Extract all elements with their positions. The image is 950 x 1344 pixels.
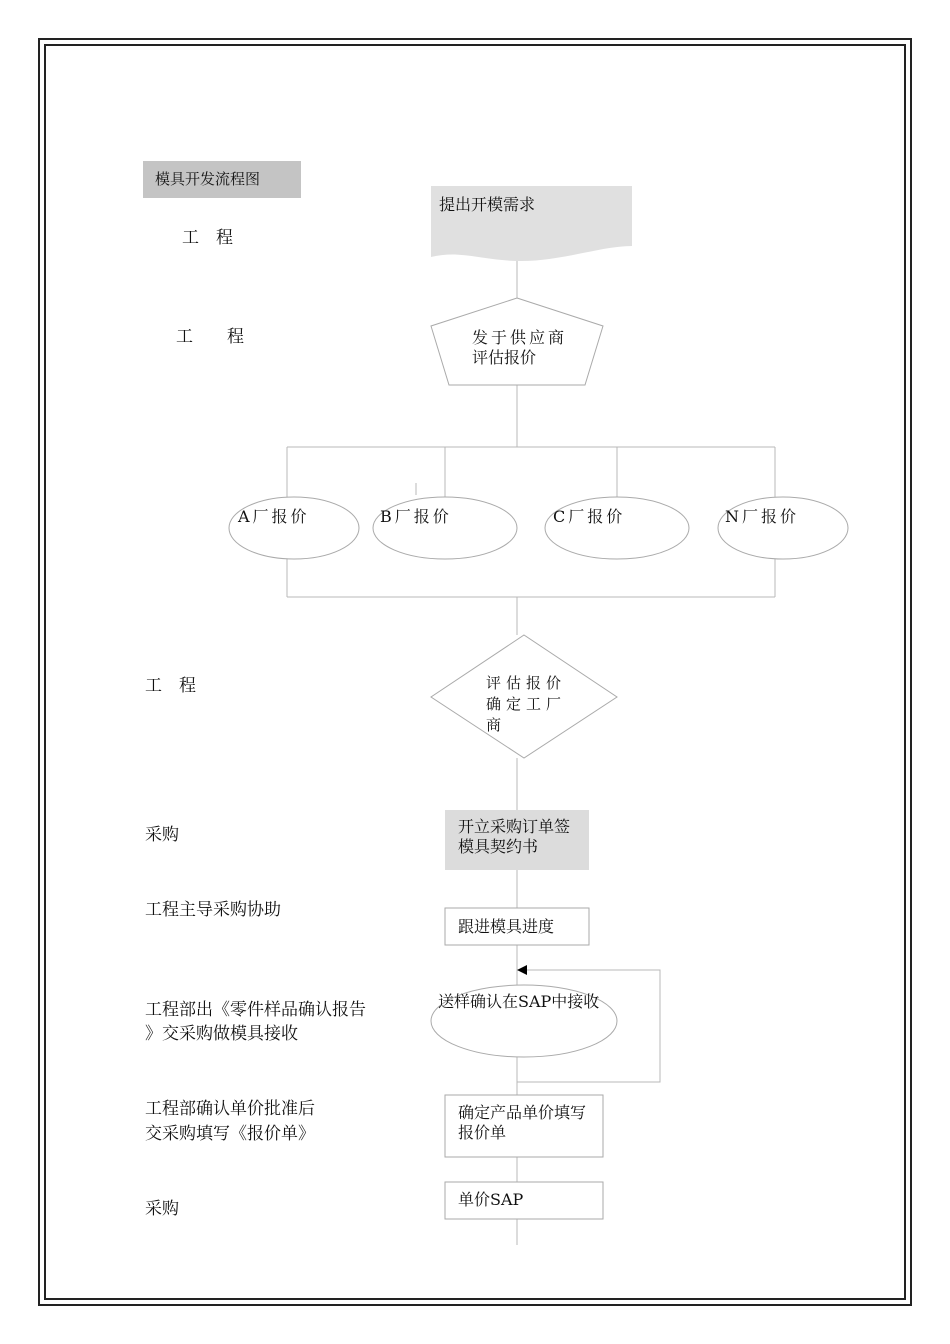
decision-label: 评估报价确定工厂商 <box>486 674 567 734</box>
role-label-sample-report-2: 》交采购做模具接收 <box>145 1024 298 1044</box>
diagram-title: 模具开发流程图 <box>143 161 301 198</box>
node-send-supplier-line1: 发于供应商 <box>472 328 568 347</box>
role-label-engineering-3: 工 程 <box>145 676 196 696</box>
quote-b-label: B厂报价 <box>380 507 452 526</box>
node-followup-label: 跟进模具进度 <box>458 917 555 936</box>
node-sap-label: 单价SAP <box>458 1190 524 1209</box>
node-sample-label: 送样确认在SAP中接收 <box>438 992 600 1011</box>
quote-c-label: C厂报价 <box>553 507 626 526</box>
role-label-engineering-2: 工 程 <box>176 327 244 347</box>
node-price-line1: 确定产品单价填写 <box>458 1103 587 1122</box>
role-label-purchasing-1: 采购 <box>145 825 179 845</box>
feedback-arrowhead <box>517 965 527 975</box>
role-label-price-approval-2: 交采购填写《报价单》 <box>145 1124 315 1144</box>
quote-a-label: A厂报价 <box>238 507 310 526</box>
role-label-purchasing-2: 采购 <box>145 1199 179 1219</box>
node-po-line1: 开立采购订单签 <box>458 817 571 836</box>
role-label-sample-report-1: 工程部出《零件样品确认报告 <box>145 1000 366 1020</box>
role-label-engineering-lead: 工程主导采购协助 <box>145 900 281 920</box>
role-label-engineering-1: 工 程 <box>182 228 233 248</box>
node-request-label: 提出开模需求 <box>439 195 536 214</box>
node-price-line2: 报价单 <box>458 1123 507 1142</box>
node-po-line2: 模具契约书 <box>458 837 539 856</box>
role-label-price-approval-1: 工程部确认单价批准后 <box>145 1099 315 1119</box>
quote-n-label: N厂报价 <box>725 507 800 526</box>
node-send-supplier-line2: 评估报价 <box>472 348 537 367</box>
